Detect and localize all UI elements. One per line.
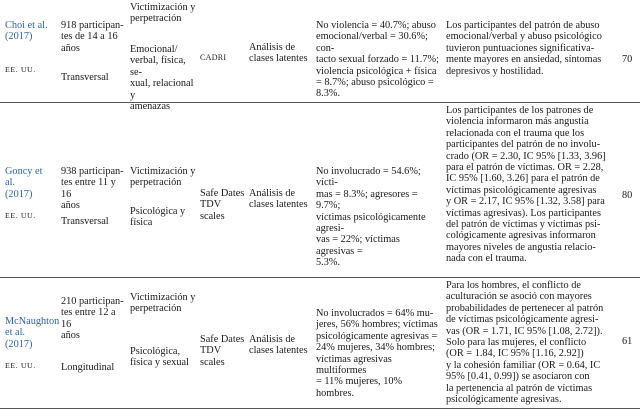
country-cell: EE. UU. — [5, 211, 36, 220]
analysis-cell: Análisis de clases latentes — [249, 188, 308, 211]
author-cell[interactable]: Choi et al. (2017) — [5, 20, 48, 43]
findings-cell: Los participantes de los patrones de violencia informaron más angustia relacionada con el trauma que los participantes del patrón de no involu- crado (OR = 2.30, IC 95% [1.33, 3.96] para el patrón de víctimas. OR = 2.28, IC 95% [1.60, 3.26] para el patrón de víctimas psicológicamente agresivas y OR = 2.17, IC 95% [1.32, 3.58] para víctimas agresivas). Los participantes del patrón de víctimas y víctimas psi- cológicamente agresivas informaron mayores niveles de angustia relacio- nada con el trauma. — [446, 105, 606, 265]
design-cell: Transversal — [61, 72, 109, 83]
author-cell[interactable]: McNaughton et al. (2017) — [5, 316, 60, 350]
findings-cell: Para los hombres, el conflicto de aculturación se asoció con mayores probabilidades de pertenecer al patrón de víctimas psicológicamente agresi- vas (OR = 1.71, IC 95% [1.08, 2.72]). Solo para las mujeres, el conflicto (OR = 1.84, IC 95% [1.16, 2.92]) y la cohesión familiar (OR = 0.64, IC 95% [0.41, 0.99]) se asociaron con la pertenencia al patrón de víctimas psicológicamente agresivas. — [446, 280, 604, 406]
prevalence-cell: No involucrados = 64% mu- jeres, 56% hombres; víctimas psicológicamente agresivas = 24% mujeres, 34% hombres; víctimas agresivas multiformes = 11% mujeres, 10% hombres. — [316, 308, 438, 399]
country-cell: EE. UU. — [5, 361, 36, 370]
violence-type-cell: Psicológica y física — [130, 206, 186, 229]
violence-role-cell: Victimización y perpetración — [130, 166, 196, 189]
analysis-cell: Análisis de clases latentes — [249, 42, 308, 65]
analysis-cell: Análisis de clases latentes — [249, 334, 308, 357]
findings-cell: Los participantes del patrón de abuso emocional/verbal y abuso psicológico tuvieron puntuaciones significativa- mente mayores en ansiedad, síntomas depresivos y hostilidad. — [446, 20, 602, 77]
quality-score-cell: 70 — [622, 54, 633, 65]
prevalence-cell: No violencia = 40.7%; abuso emocional/verbal = 30.6%; con- tacto sexual forzado = 11.7%; violencia psicológica + física = 8.7%; abuso psicológico = 8.3%. — [316, 20, 439, 100]
row-divider — [0, 102, 640, 103]
quality-score-cell: 80 — [622, 190, 633, 201]
violence-role-cell: Victimización y perpetración — [130, 2, 196, 25]
instrument-cell: Safe Dates TDV scales — [200, 188, 245, 222]
violence-role-cell: Victimización y perpetración — [130, 292, 196, 315]
country-cell: EE. UU. — [5, 65, 36, 74]
design-cell: Longitudinal — [61, 362, 115, 373]
prevalence-cell: No involucrado = 54.6%; vícti- mas = 8.3%; agresores = 9.7%; víctimas psicológicamente agresi- vas = 22%; víctimas agresivas = 5.3%. — [316, 166, 426, 269]
instrument-cell: Safe Dates TDV scales — [200, 334, 245, 368]
table-bottom-border — [0, 408, 640, 409]
table-corner-mark — [634, 0, 640, 4]
design-cell: Transversal — [61, 216, 109, 227]
sample-cell: 210 participan- tes entre 12 a 16 años — [61, 296, 124, 342]
author-cell[interactable]: Goncy et al. (2017) — [5, 166, 43, 200]
sample-cell: 918 participan- tes de 14 a 16 años — [61, 20, 124, 54]
violence-type-cell: Emocional/ verbal, física, se- xual, relacional y amenazas — [130, 44, 194, 113]
row-divider — [0, 277, 640, 278]
sample-cell: 938 participan- tes entre 11 y 16 años — [61, 166, 124, 212]
instrument-cell: CADRI — [200, 53, 227, 62]
violence-type-cell: Psicológica, física y sexual — [130, 346, 189, 369]
quality-score-cell: 61 — [622, 336, 633, 347]
